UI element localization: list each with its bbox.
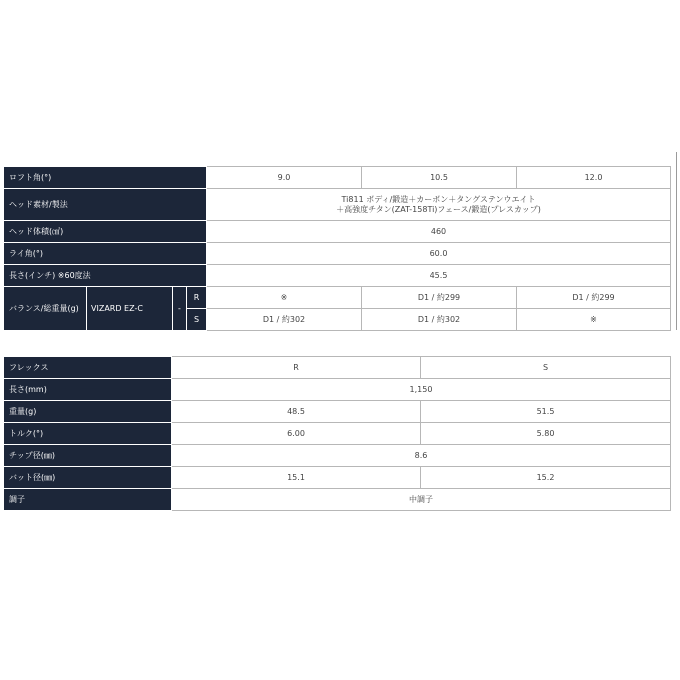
table-row xyxy=(5,379,671,401)
balance-value: D1 / 約302 xyxy=(362,309,517,331)
scroll-indicator xyxy=(676,152,677,330)
weight-value: 51.5 xyxy=(421,401,671,423)
table-row xyxy=(5,287,671,309)
volume-value: 460 xyxy=(207,221,671,243)
table-row xyxy=(5,489,671,511)
weight-value: 48.5 xyxy=(172,401,421,423)
flex-r-label: R xyxy=(187,287,207,309)
dash-cell: - xyxy=(173,287,187,331)
balance-value: D1 / 約299 xyxy=(362,287,517,309)
butt-value: 15.1 xyxy=(172,467,421,489)
kickpoint-value: 中調子 xyxy=(172,489,671,511)
material-label: ヘッド素材/製法 xyxy=(5,189,207,221)
kickpoint-label: 調子 xyxy=(5,489,172,511)
length-value: 45.5 xyxy=(207,265,671,287)
loft-value: 9.0 xyxy=(207,167,362,189)
table-row xyxy=(5,221,671,243)
balance-value: D1 / 約299 xyxy=(517,287,671,309)
tip-label: チップ径(㎜) xyxy=(5,445,172,467)
table-row xyxy=(5,445,671,467)
head-spec-table xyxy=(4,166,671,331)
table-row xyxy=(5,167,671,189)
flex-value: R xyxy=(172,357,421,379)
butt-value: 15.2 xyxy=(421,467,671,489)
shaft-name: VIZARD EZ-C xyxy=(87,287,173,331)
butt-label: バット径(㎜) xyxy=(5,467,172,489)
table-row xyxy=(5,357,671,379)
shaft-length-value: 1,150 xyxy=(172,379,671,401)
lie-value: 60.0 xyxy=(207,243,671,265)
torque-label: トルク(°) xyxy=(5,423,172,445)
table-row xyxy=(5,401,671,423)
table-row xyxy=(5,189,671,221)
table-row xyxy=(5,423,671,445)
torque-value: 6.00 xyxy=(172,423,421,445)
length-label: 長さ(インチ) ※60度法 xyxy=(5,265,207,287)
table-row xyxy=(5,243,671,265)
loft-label: ロフト角(°) xyxy=(5,167,207,189)
flex-label: フレックス xyxy=(5,357,172,379)
shaft-length-label: 長さ(mm) xyxy=(5,379,172,401)
balance-label: バランス/総重量(g) xyxy=(5,287,87,331)
flex-value: S xyxy=(421,357,671,379)
balance-value: D1 / 約302 xyxy=(207,309,362,331)
weight-label: 重量(g) xyxy=(5,401,172,423)
material-line-2: ＋高強度チタン(ZAT-158Ti)フェース/鍛造(プレスカップ) xyxy=(336,204,541,214)
material-line-1: Ti811 ボディ/鍛造＋カーボン＋タングステンウエイト xyxy=(341,194,536,204)
shaft-spec-table xyxy=(4,356,671,511)
table-row xyxy=(5,467,671,489)
table-row xyxy=(5,265,671,287)
lie-label: ライ角(°) xyxy=(5,243,207,265)
loft-value: 10.5 xyxy=(362,167,517,189)
torque-value: 5.80 xyxy=(421,423,671,445)
balance-value: ※ xyxy=(207,287,362,309)
loft-value: 12.0 xyxy=(517,167,671,189)
material-value xyxy=(207,189,671,221)
tip-value: 8.6 xyxy=(172,445,671,467)
balance-value: ※ xyxy=(517,309,671,331)
volume-label: ヘッド体積(㎤) xyxy=(5,221,207,243)
flex-s-label: S xyxy=(187,309,207,331)
